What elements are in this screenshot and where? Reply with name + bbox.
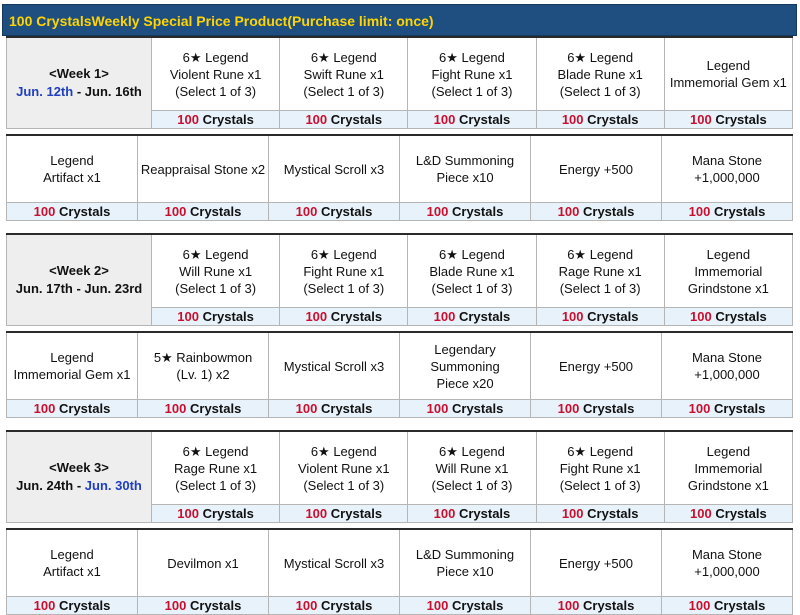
price-amount: 100 (688, 401, 711, 416)
product-cell[interactable] (280, 431, 408, 505)
week-3-label-cell (7, 431, 152, 523)
product-text-line: Immemorial Gem x1 (669, 75, 787, 90)
price-unit: Crystals (202, 506, 254, 521)
price-cell (138, 203, 269, 221)
price-unit: Crystals (59, 598, 111, 613)
price-unit: Crystals (714, 598, 766, 613)
week-label: <Week 2> (49, 263, 109, 278)
week-2-section (6, 233, 793, 418)
product-cell[interactable] (400, 135, 531, 203)
product-cell[interactable] (280, 234, 408, 308)
price-amount: 100 (690, 112, 712, 127)
price-amount: 100 (33, 401, 56, 416)
price-amount: 100 (557, 401, 580, 416)
price-amount: 100 (295, 401, 318, 416)
price-cell (152, 111, 280, 129)
product-text-line: (Select 1 of 3) (303, 83, 385, 99)
price-cell (531, 203, 662, 221)
week-label: <Week 3> (49, 460, 109, 475)
price-cell (536, 505, 664, 523)
price-amount: 100 (33, 598, 56, 613)
product-text-line: (Select 1 of 3) (559, 83, 641, 99)
price-amount: 100 (561, 112, 584, 127)
product-text-line: Legend (50, 153, 94, 168)
price-unit: Crystals (458, 309, 511, 324)
date-start: Jun. 12th (16, 84, 74, 99)
price-unit: Crystals (202, 309, 254, 324)
product-cell[interactable] (400, 529, 531, 597)
product-cell[interactable] (138, 135, 269, 203)
product-text-line: Reappraisal Stone x2 (140, 161, 266, 177)
product-text-line: Energy +500 (558, 358, 634, 374)
product-text-line: Immemorial (694, 263, 763, 279)
product-text-line: Fight Rune x1 (431, 66, 513, 82)
product-text-line: L&D Summoning (415, 153, 515, 168)
product-cell[interactable] (400, 332, 531, 400)
product-cell[interactable] (269, 135, 400, 203)
week-dates (7, 83, 151, 101)
price-unit: Crystals (587, 506, 639, 521)
product-text-line: Energy +500 (558, 555, 634, 571)
product-text-line: (Select 1 of 3) (303, 477, 385, 493)
product-cell[interactable] (408, 431, 536, 505)
product-cell[interactable] (408, 234, 536, 308)
product-cell[interactable] (536, 37, 664, 111)
price-unit: Crystals (330, 309, 383, 324)
product-text-line: 6★ Legend (182, 49, 249, 65)
price-cell (400, 597, 531, 615)
price-cell (269, 203, 400, 221)
product-text-line: Piece x20 (436, 375, 494, 391)
price-unit: Crystals (587, 309, 639, 324)
product-text-line: Blade Rune x1 (429, 263, 515, 279)
date-end: Jun. 16th (84, 84, 142, 99)
price-cell (138, 597, 269, 615)
product-cell[interactable] (7, 529, 138, 597)
price-unit: Crystals (321, 401, 373, 416)
price-amount: 100 (688, 598, 711, 613)
product-text-line: Violent Rune x1 (298, 460, 390, 476)
price-unit: Crystals (59, 204, 111, 219)
price-unit: Crystals (190, 204, 242, 219)
week-1-label-cell (7, 37, 152, 129)
product-text-line: (Select 1 of 3) (175, 477, 257, 493)
price-cell (138, 400, 269, 418)
price-unit: Crystals (583, 401, 635, 416)
price-cell (662, 203, 793, 221)
price-amount: 100 (305, 506, 328, 521)
date-end: Jun. 23rd (84, 281, 143, 296)
price-unit: Crystals (330, 506, 383, 521)
product-text-line: Mana Stone (691, 350, 763, 365)
product-text-line: L&D Summoning (415, 547, 515, 562)
product-text-line: (Select 1 of 3) (175, 280, 257, 296)
week-dates (7, 477, 151, 495)
product-text-line: 6★ Legend (567, 246, 634, 262)
product-text-line: (Lv. 1) x2 (176, 367, 230, 382)
price-unit: Crystals (714, 401, 766, 416)
product-cell[interactable] (152, 37, 280, 111)
price-unit: Crystals (458, 506, 511, 521)
product-text-line: Mystical Scroll x3 (283, 358, 385, 374)
price-amount: 100 (690, 309, 712, 324)
price-unit: Crystals (583, 598, 635, 613)
date-separator: - (73, 478, 85, 493)
price-cell (662, 400, 793, 418)
product-cell[interactable] (7, 332, 138, 400)
product-cell[interactable] (536, 234, 664, 308)
price-cell (531, 400, 662, 418)
product-text-line: (Select 1 of 3) (559, 280, 641, 296)
price-amount: 100 (164, 204, 187, 219)
price-cell (269, 400, 400, 418)
price-amount: 100 (557, 204, 580, 219)
product-text-line: Grindstone x1 (687, 280, 769, 296)
price-amount: 100 (33, 204, 56, 219)
price-amount: 100 (688, 204, 711, 219)
product-text-line: 6★ Legend (310, 246, 377, 262)
price-unit: Crystals (330, 112, 383, 127)
price-amount: 100 (426, 598, 449, 613)
price-amount: 100 (164, 401, 187, 416)
product-text-line: Energy +500 (558, 161, 634, 177)
price-cell (7, 597, 138, 615)
product-text-line: Devilmon x1 (167, 555, 239, 571)
product-text-line: Artifact x1 (43, 170, 101, 185)
price-unit: Crystals (452, 204, 504, 219)
product-cell[interactable] (536, 431, 664, 505)
price-cell (280, 111, 408, 129)
price-unit: Crystals (458, 112, 511, 127)
product-text-line: Grindstone x1 (687, 477, 769, 493)
price-amount: 100 (690, 506, 712, 521)
product-cell[interactable] (664, 37, 792, 111)
price-unit: Crystals (190, 598, 242, 613)
week-3-table (6, 430, 793, 523)
price-cell (400, 400, 531, 418)
product-cell[interactable] (138, 529, 269, 597)
product-text-line: 6★ Legend (182, 443, 249, 459)
product-cell[interactable] (269, 529, 400, 597)
price-amount: 100 (177, 112, 199, 127)
product-text-line: Mana Stone (691, 547, 763, 562)
product-cell[interactable] (138, 332, 269, 400)
price-unit: Crystals (583, 204, 635, 219)
product-cell[interactable] (269, 332, 400, 400)
product-cell[interactable] (531, 135, 662, 203)
product-text-line: Piece x10 (436, 564, 494, 579)
product-cell[interactable] (664, 431, 792, 505)
week-3-section (6, 430, 793, 615)
product-text-line: Violent Rune x1 (169, 66, 262, 82)
page-title: 100 CrystalsWeekly Special Price Product(Purchase limit: once) (2, 4, 797, 36)
price-cell (7, 400, 138, 418)
product-text-line: Fight Rune x1 (559, 460, 641, 476)
price-cell (536, 308, 664, 326)
product-text-line: Blade Rune x1 (557, 66, 643, 82)
product-text-line: Legendary (434, 341, 496, 357)
product-text-line: Legend (706, 443, 751, 459)
price-cell (662, 597, 793, 615)
price-amount: 100 (426, 204, 449, 219)
product-text-line: Rage Rune x1 (174, 460, 258, 476)
price-unit: Crystals (321, 598, 373, 613)
price-cell (408, 111, 536, 129)
product-cell[interactable] (662, 332, 793, 400)
product-text-line: Will Rune x1 (435, 460, 509, 476)
price-amount: 100 (177, 506, 199, 521)
product-text-line: 6★ Legend (439, 246, 505, 262)
price-amount: 100 (295, 204, 318, 219)
product-text-line: +1,000,000 (694, 170, 760, 185)
price-amount: 100 (295, 598, 318, 613)
price-unit: Crystals (587, 112, 639, 127)
price-amount: 100 (433, 112, 456, 127)
product-cell[interactable] (531, 529, 662, 597)
product-cell[interactable] (664, 234, 792, 308)
product-text-line: 6★ Legend (310, 49, 377, 65)
price-amount: 100 (426, 401, 449, 416)
price-unit: Crystals (715, 112, 767, 127)
product-text-line: Legend (50, 350, 94, 365)
product-text-line: Mystical Scroll x3 (283, 555, 385, 571)
price-unit: Crystals (202, 112, 254, 127)
product-text-line: Artifact x1 (43, 564, 101, 579)
price-unit: Crystals (715, 309, 767, 324)
product-text-line: Fight Rune x1 (303, 263, 385, 279)
price-unit: Crystals (452, 401, 504, 416)
product-cell[interactable] (280, 37, 408, 111)
price-cell (664, 111, 792, 129)
product-text-line: 6★ Legend (567, 443, 634, 459)
price-amount: 100 (561, 309, 584, 324)
price-cell (664, 308, 792, 326)
price-cell (280, 308, 408, 326)
product-text-line: (Select 1 of 3) (559, 477, 641, 493)
date-separator: - (72, 281, 85, 296)
price-unit: Crystals (715, 506, 767, 521)
product-text-line: (Select 1 of 3) (303, 280, 385, 296)
price-amount: 100 (177, 309, 199, 324)
product-text-line: 6★ Legend (567, 49, 634, 65)
date-start: Jun. 17th (15, 281, 73, 296)
product-text-line: 6★ Legend (439, 49, 505, 65)
product-text-line: Immemorial (694, 460, 763, 476)
price-cell (152, 308, 280, 326)
price-cell (400, 203, 531, 221)
week-label: <Week 1> (49, 66, 109, 81)
product-text-line: Summoning (430, 358, 500, 374)
price-cell (408, 308, 536, 326)
price-unit: Crystals (452, 598, 504, 613)
product-text-line: Mana Stone (691, 153, 763, 168)
product-text-line: (Select 1 of 3) (431, 280, 513, 296)
week-1-table (6, 36, 793, 129)
price-cell (7, 203, 138, 221)
price-amount: 100 (433, 506, 456, 521)
price-amount: 100 (561, 506, 584, 521)
week-1-table-2 (6, 134, 793, 221)
week-2-table (6, 233, 793, 326)
price-cell (280, 505, 408, 523)
product-text-line: +1,000,000 (694, 564, 760, 579)
price-amount: 100 (164, 598, 187, 613)
price-unit: Crystals (321, 204, 373, 219)
product-text-line: (Select 1 of 3) (175, 83, 257, 99)
price-unit: Crystals (59, 401, 111, 416)
product-cell[interactable] (408, 37, 536, 111)
week-2-table-2 (6, 331, 793, 418)
price-cell (536, 111, 664, 129)
price-amount: 100 (305, 309, 328, 324)
product-cell[interactable] (152, 431, 280, 505)
price-cell (152, 505, 280, 523)
product-text-line: (Select 1 of 3) (431, 477, 513, 493)
week-dates (7, 280, 151, 298)
price-unit: Crystals (190, 401, 242, 416)
product-cell[interactable] (662, 529, 793, 597)
price-amount: 100 (557, 598, 580, 613)
product-text-line: 6★ Legend (439, 443, 505, 459)
product-text-line: Legend (706, 58, 751, 73)
product-text-line: Piece x10 (436, 170, 494, 185)
price-amount: 100 (433, 309, 456, 324)
product-text-line: 5★ Rainbowmon (153, 350, 253, 365)
product-text-line: Legend (50, 547, 94, 562)
price-cell (408, 505, 536, 523)
product-text-line: Swift Rune x1 (303, 66, 384, 82)
price-amount: 100 (305, 112, 328, 127)
date-start: Jun. 24th (16, 478, 74, 493)
product-cell[interactable] (531, 332, 662, 400)
product-text-line: Will Rune x1 (179, 263, 253, 279)
price-cell (269, 597, 400, 615)
date-separator: - (73, 84, 85, 99)
week-2-label-cell (7, 234, 152, 326)
product-cell[interactable] (7, 135, 138, 203)
product-text-line: Legend (706, 246, 751, 262)
product-text-line: Rage Rune x1 (558, 263, 642, 279)
price-cell (664, 505, 792, 523)
product-cell[interactable] (662, 135, 793, 203)
product-text-line: +1,000,000 (694, 367, 760, 382)
product-text-line: Mystical Scroll x3 (283, 161, 385, 177)
price-cell (531, 597, 662, 615)
date-end: Jun. 30th (84, 478, 142, 493)
week-1-section (6, 36, 793, 221)
week-3-table-2 (6, 528, 793, 615)
product-cell[interactable] (152, 234, 280, 308)
product-text-line: (Select 1 of 3) (431, 83, 513, 99)
product-text-line: Immemorial Gem x1 (13, 367, 131, 382)
price-unit: Crystals (714, 204, 766, 219)
product-text-line: 6★ Legend (310, 443, 377, 459)
product-text-line: 6★ Legend (182, 246, 249, 262)
